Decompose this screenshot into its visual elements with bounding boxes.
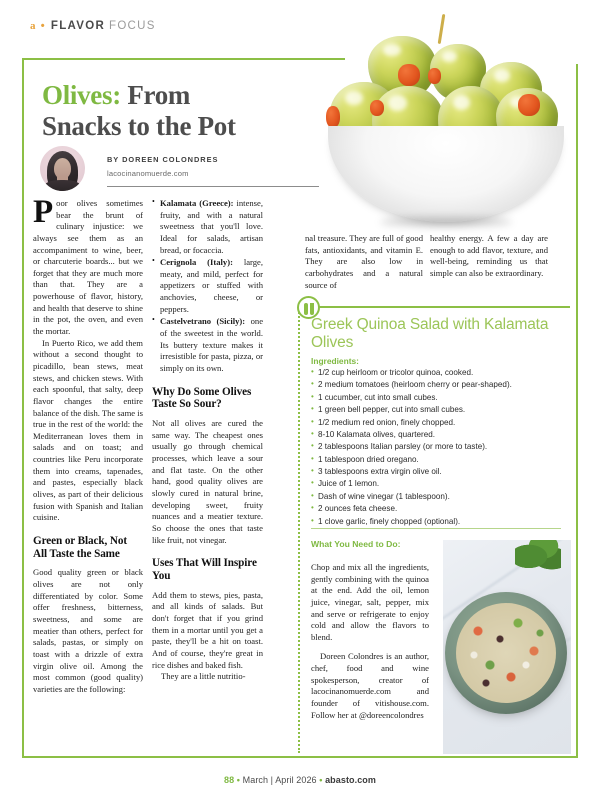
salad-photo bbox=[443, 540, 571, 754]
intro-paragraph-text: oor olives sometimes bear the brunt of culinary injustice: we always see them as an accompaniment to wine, beer, or charcuterie boards... but we forget that they are much more than that. They are a powerhouse of flavor, history, and health that deserve to shine in the pot, the oven, and even the mortar. bbox=[33, 198, 143, 337]
recipe-steps: Chop and mix all the ingredients, gently combining with the quinoa at the end. Add the oil, lemon juice, vinegar, salt, pepper, mix and serve or refrigerate to enjoy cold and allow the flavors to blend. bbox=[311, 562, 429, 642]
author-website[interactable]: lacocinanomuerde.com bbox=[107, 169, 189, 178]
footer-issue: March | April 2026 bbox=[242, 775, 317, 785]
list-item: • 2 ounces feta cheese. bbox=[311, 503, 573, 515]
paragraph: Good quality green or black olives are not only differentiated by color. Some offer freshness, bitterness, sweetness, and some are meatier than others, perfect for salads, pastas, or simply on toast with a drizzle of extra virgin olive oil. Among the most common (good quality) varieties are the following: bbox=[33, 567, 143, 694]
footer-dot: • bbox=[319, 775, 323, 785]
variety-name: Kalamata (Greece): bbox=[160, 198, 234, 208]
section-heading-why-sour: Why Do Some Olives Taste So Sour? bbox=[152, 385, 252, 411]
olive-varieties-list bbox=[152, 198, 263, 375]
title-word-olives: Olives: bbox=[42, 80, 121, 110]
list-item: • 8-10 Kalamata olives, quartered. bbox=[311, 429, 573, 441]
masthead-word-flavor: FLAVOR bbox=[50, 20, 106, 32]
list-item: • 1 tablespoon dried oregano. bbox=[311, 454, 573, 466]
quinoa-salad bbox=[456, 603, 556, 703]
variety-name: Cerignola (Italy): bbox=[160, 257, 233, 268]
author-byline: BY DOREEN COLONDRES bbox=[107, 155, 219, 164]
byline-block bbox=[40, 146, 340, 192]
pimento-shape bbox=[518, 94, 540, 116]
list-item bbox=[152, 198, 263, 256]
body-column-2 bbox=[152, 198, 263, 683]
recipe-top-rule bbox=[318, 306, 570, 308]
recipe-divider bbox=[311, 528, 561, 529]
author-bio: Doreen Colondres is an author, chef, food and wine spokesperson, creator of lacocinanomuerde.com and founder of vitishouse.com. Follow her at @doreencolondres bbox=[311, 651, 429, 720]
paragraph: healthy energy. A few a day are enough to add flavor, texture, and well-being, reminding us that simple can also be extraordinary. bbox=[430, 233, 548, 278]
paragraph: In Puerto Rico, we add them without a second thought to picadillo, bean stews, meat stews, and chicken stews. With each spoonful, that salty, deep flavor changes the entire balance of the dish. The same is true in the rest of the world: the Mediterranean loves them in salads and on toast; and countries like Peru incorporate them into creams, tapenades, and pastes, especially black olives, as part of their delicious fusion with Spanish and Italian cuisine. bbox=[33, 337, 143, 523]
list-item bbox=[152, 257, 263, 315]
olive-stem bbox=[438, 14, 446, 44]
footer-dot: • bbox=[236, 775, 241, 785]
list-item: • 1/2 medium red onion, finely chopped. bbox=[311, 417, 573, 429]
avatar-body bbox=[43, 180, 82, 191]
masthead bbox=[30, 20, 156, 32]
paragraph: Not all olives are cured the same way. The cheapest ones usually go through chemical processes, which leave a sour and flat taste. On the other hand, good quality olives are slowly cured in natural brine, developing sweet, fruity nuances and a meatier texture. So choose the ones that taste like fruit, not vinegar. bbox=[152, 418, 263, 545]
list-item: • 3 tablespoons extra virgin olive oil. bbox=[311, 466, 573, 478]
variety-description: large, meaty, and mild, perfect for appetizers or stuffed with anchovies, cheese, or peppers. bbox=[160, 257, 263, 314]
paragraph: They are a little nutritio- bbox=[161, 671, 246, 682]
body-column-4 bbox=[430, 233, 548, 280]
olive-highlight bbox=[494, 69, 510, 81]
list-item: • 2 tablespoons Italian parsley (or more to taste). bbox=[311, 441, 573, 453]
section-heading-green-or-black: Green or Black, Not All Taste the Same bbox=[33, 534, 128, 560]
byline-divider bbox=[107, 186, 319, 187]
section-heading-uses: Uses That Will Inspire You bbox=[152, 557, 257, 582]
body-column-3 bbox=[305, 233, 423, 291]
variety-name: Castelvetrano (Sicily): bbox=[160, 316, 246, 327]
parsley-garnish bbox=[515, 540, 561, 570]
drop-cap: P bbox=[33, 194, 54, 230]
variety-description: one of the sweetest in the world. Its buttery texture makes it irresistible for pasta, pizza, or simply on its own. bbox=[160, 316, 264, 373]
olive-highlight bbox=[453, 95, 470, 110]
olive-highlight bbox=[388, 95, 407, 111]
list-item: • 1/2 cup heirloom or tricolor quinoa, cooked. bbox=[311, 367, 573, 379]
paragraph: nal treasure. They are full of good fats, antioxidants, and vitamin E. They are also low in carbohydrates and a natural source of bbox=[305, 233, 423, 290]
pimento-shape bbox=[370, 100, 384, 116]
olive-highlight bbox=[345, 91, 363, 105]
olive-highlight bbox=[442, 51, 457, 62]
brand-logo-dot: • bbox=[40, 20, 46, 32]
list-item: • 1 clove garlic, finely chopped (optional). bbox=[311, 516, 573, 528]
olive-highlight bbox=[383, 44, 401, 57]
title-line-2: Snacks to the Pot bbox=[42, 111, 236, 142]
list-item: • 2 medium tomatoes (heirloom cherry or pear-shaped). bbox=[311, 379, 573, 391]
paragraph: Add them to stews, pies, pasta, and all kinds of salads. But don't forget that if you grind them in a mortar until you get a paste, they'll be a hit on toast. And of course, they're great in rice dishes and baked fish. bbox=[152, 589, 263, 670]
list-item bbox=[152, 316, 263, 374]
salad-bowl bbox=[445, 592, 567, 714]
white-bowl bbox=[328, 126, 564, 222]
page-number: 88 bbox=[224, 775, 235, 785]
list-item: • Dash of wine vinegar (1 tablespoon). bbox=[311, 491, 573, 503]
page-footer bbox=[0, 775, 600, 785]
ingredients-list bbox=[311, 367, 573, 528]
ingredients-heading: Ingredients: bbox=[311, 356, 359, 366]
pimento-shape bbox=[398, 64, 420, 86]
body-column-5 bbox=[311, 562, 429, 721]
list-item: • 1 cucumber, cut into small cubes. bbox=[311, 392, 573, 404]
page-title bbox=[42, 80, 342, 143]
recipe-title: Greek Quinoa Salad with Kalamata Olives bbox=[311, 316, 549, 351]
footer-site[interactable]: abasto.com bbox=[325, 775, 376, 785]
pimento-shape bbox=[428, 68, 441, 84]
intro-paragraph bbox=[33, 194, 143, 338]
author-avatar bbox=[40, 146, 85, 191]
variety-description: intense, fruity, and with a natural sweetness that you'll love. Ideal for salads, artisan bread, or focaccia. bbox=[160, 198, 263, 255]
body-column-1 bbox=[33, 194, 143, 696]
hero-olives-photo bbox=[300, 14, 590, 239]
brand-logo-a: a bbox=[30, 20, 37, 32]
steps-heading: What You Need to Do: bbox=[311, 539, 401, 549]
title-rest: From bbox=[120, 80, 191, 110]
list-item: • Juice of 1 lemon. bbox=[311, 478, 573, 490]
list-item: • 1 green bell pepper, cut into small cubes. bbox=[311, 404, 573, 416]
masthead-word-focus: FOCUS bbox=[109, 20, 156, 32]
